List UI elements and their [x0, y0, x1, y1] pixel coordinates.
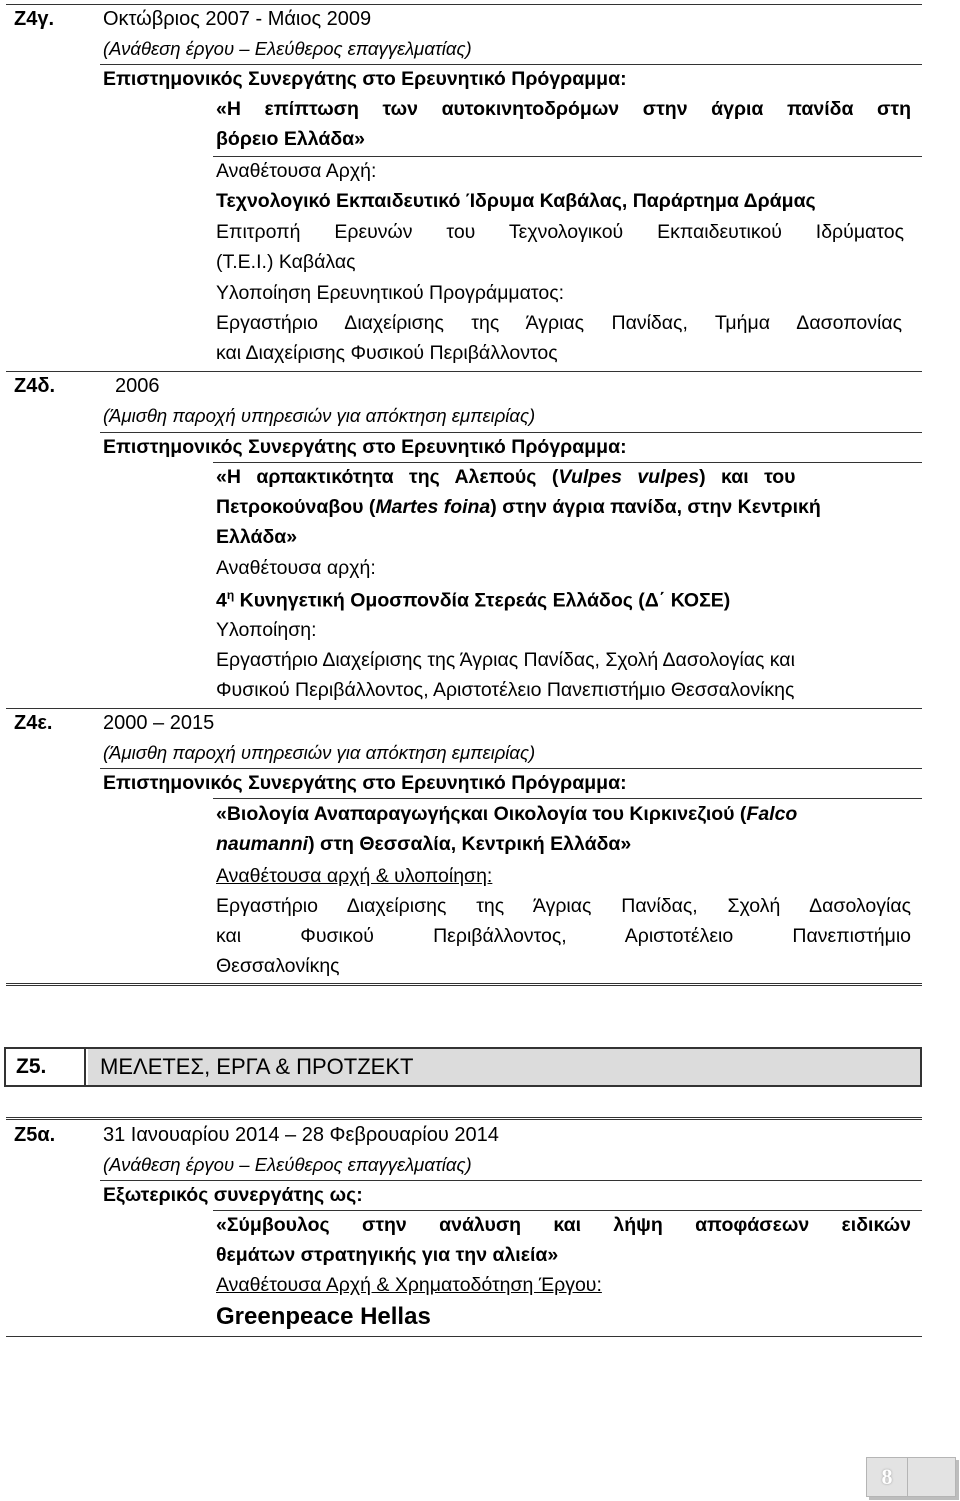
entry-role: Εξωτερικός συνεργάτης ως:: [103, 1184, 363, 1206]
implementation-text: και Διαχείρισης Φυσικού Περιβάλλοντος: [216, 342, 558, 364]
implementation-text: Εργαστήριο Διαχείρισης της Άγριας Πανίδας, Σχολή Δασολογίας και: [216, 649, 795, 671]
entry-rule: [6, 1117, 922, 1120]
rule: [100, 64, 922, 65]
implementation-text: Εργαστήριο Διαχείρισης της Άγριας Πανίδας, Σχολή Δασολογίας: [216, 895, 911, 917]
entry-type: (Ανάθεση έργου – Ελεύθερος επαγγελματίας): [103, 1154, 472, 1175]
page-number-badge: [866, 1457, 956, 1497]
entry-label: Ζ4δ.: [14, 375, 56, 397]
rule: [213, 156, 922, 157]
entry-date: 2000 – 2015: [103, 712, 215, 734]
entry-label: Ζ4γ.: [14, 8, 55, 30]
implementation-text: Φυσικού Περιβάλλοντος, Αριστοτέλειο Πανεπιστήμιο Θεσσαλονίκης: [216, 679, 795, 701]
project-title: «Η αρπακτικότητα της Αλεπούς (Vulpes vulpes) και του: [216, 466, 796, 488]
implementation-text: και Φυσικού Περιβάλλοντος, Αριστοτέλειο Πανεπιστήμιο: [216, 925, 911, 947]
rule: [100, 432, 922, 433]
entry-label: Ζ5α.: [14, 1124, 56, 1146]
rule: [213, 1210, 922, 1211]
top-rule: [6, 4, 922, 5]
rule: [213, 462, 922, 463]
authority-label: Αναθέτουσα αρχή:: [216, 557, 376, 579]
organization-name: Greenpeace Hellas: [216, 1303, 431, 1330]
entry-role: Επιστημονικός Συνεργάτης στο Ερευνητικό Πρόγραμμα:: [103, 68, 627, 90]
authority-text: Τεχνολογικό Εκπαιδευτικό Ίδρυμα Καβάλας, Παράρτημα Δράμας: [216, 190, 816, 212]
project-title: «Σύμβουλος στην ανάλυση και λήψη αποφάσεων ειδικών: [216, 1214, 911, 1236]
implementation-text: Εργαστήριο Διαχείρισης της Άγριας Πανίδας, Τμήμα Δασοπονίας: [216, 312, 902, 334]
project-title: «Βιολογία Αναπαραγωγήςκαι Οικολογία του Κιρκινεζιού (Falco: [216, 803, 798, 825]
project-title: βόρειο Ελλάδα»: [216, 128, 365, 150]
entry-type: (Ανάθεση έργου – Ελεύθερος επαγγελματίας): [103, 38, 472, 59]
project-title: naumanni) στη Θεσσαλία, Κεντρική Ελλάδα»: [216, 833, 632, 855]
entry-role: Επιστημονικός Συνεργάτης στο Ερευνητικό Πρόγραμμα:: [103, 772, 627, 794]
entry-date: 2006: [115, 375, 160, 397]
page-number: 8: [881, 1464, 893, 1489]
entry-rule: [6, 983, 922, 986]
entry-rule: [6, 371, 922, 372]
authority-label: Αναθέτουσα Αρχή:: [216, 160, 377, 182]
entry-date: Οκτώβριος 2007 - Μάιος 2009: [103, 8, 372, 30]
authority-text: (Τ.Ε.Ι.) Καβάλας: [216, 251, 356, 273]
project-title: θεμάτων στρατηγικής για την αλιεία»: [216, 1244, 559, 1266]
project-title: Πετροκούναβου (Martes foina) στην άγρια πανίδα, στην Κεντρική: [216, 496, 821, 518]
section-code: Ζ5.: [6, 1049, 86, 1085]
implementation-text: Θεσσαλονίκης: [216, 955, 340, 977]
implementation-label: Υλοποίηση:: [216, 619, 317, 641]
rule: [213, 798, 922, 799]
entry-rule: [6, 708, 922, 709]
section-title: ΜΕΛΕΤΕΣ, ΕΡΓΑ & ΠΡΟΤΖΕΚΤ: [88, 1049, 920, 1085]
entry-date: 31 Ιανουαρίου 2014 – 28 Φεβρουαρίου 2014: [103, 1124, 499, 1146]
authority-text: Επιτροπή Ερευνών του Τεχνολογικού Εκπαιδευτικού Ιδρύματος: [216, 221, 904, 243]
entry-type: (Άμισθη παροχή υπηρεσιών για απόκτηση εμπειρίας): [103, 742, 536, 763]
entry-type: (Άμισθη παροχή υπηρεσιών για απόκτηση εμπειρίας): [103, 405, 536, 426]
authority-text: $4^\eta$ Κυνηγετική Ομοσπονδία Στερεάς Ελλάδος (Δ΄ ΚΟΣΕ): [216, 588, 731, 612]
entry-role: Επιστημονικός Συνεργάτης στο Ερευνητικό Πρόγραμμα:: [103, 436, 627, 458]
implementation-label: Υλοποίηση Ερευνητικού Προγράμματος:: [216, 282, 565, 304]
authority-label: Αναθέτουσα αρχή & υλοποίηση:: [216, 865, 493, 887]
rule: [100, 1180, 922, 1181]
rule: [100, 768, 922, 769]
entry-rule: [6, 1336, 922, 1337]
project-title: «Η επίπτωση των αυτοκινητοδρόμων στην άγρια πανίδα στη: [216, 98, 911, 120]
entry-label: Ζ4ε.: [14, 712, 53, 734]
section-header: [4, 1047, 922, 1087]
authority-label: Αναθέτουσα Αρχή & Χρηματοδότηση Έργου:: [216, 1274, 602, 1296]
project-title: Ελλάδα»: [216, 526, 298, 548]
